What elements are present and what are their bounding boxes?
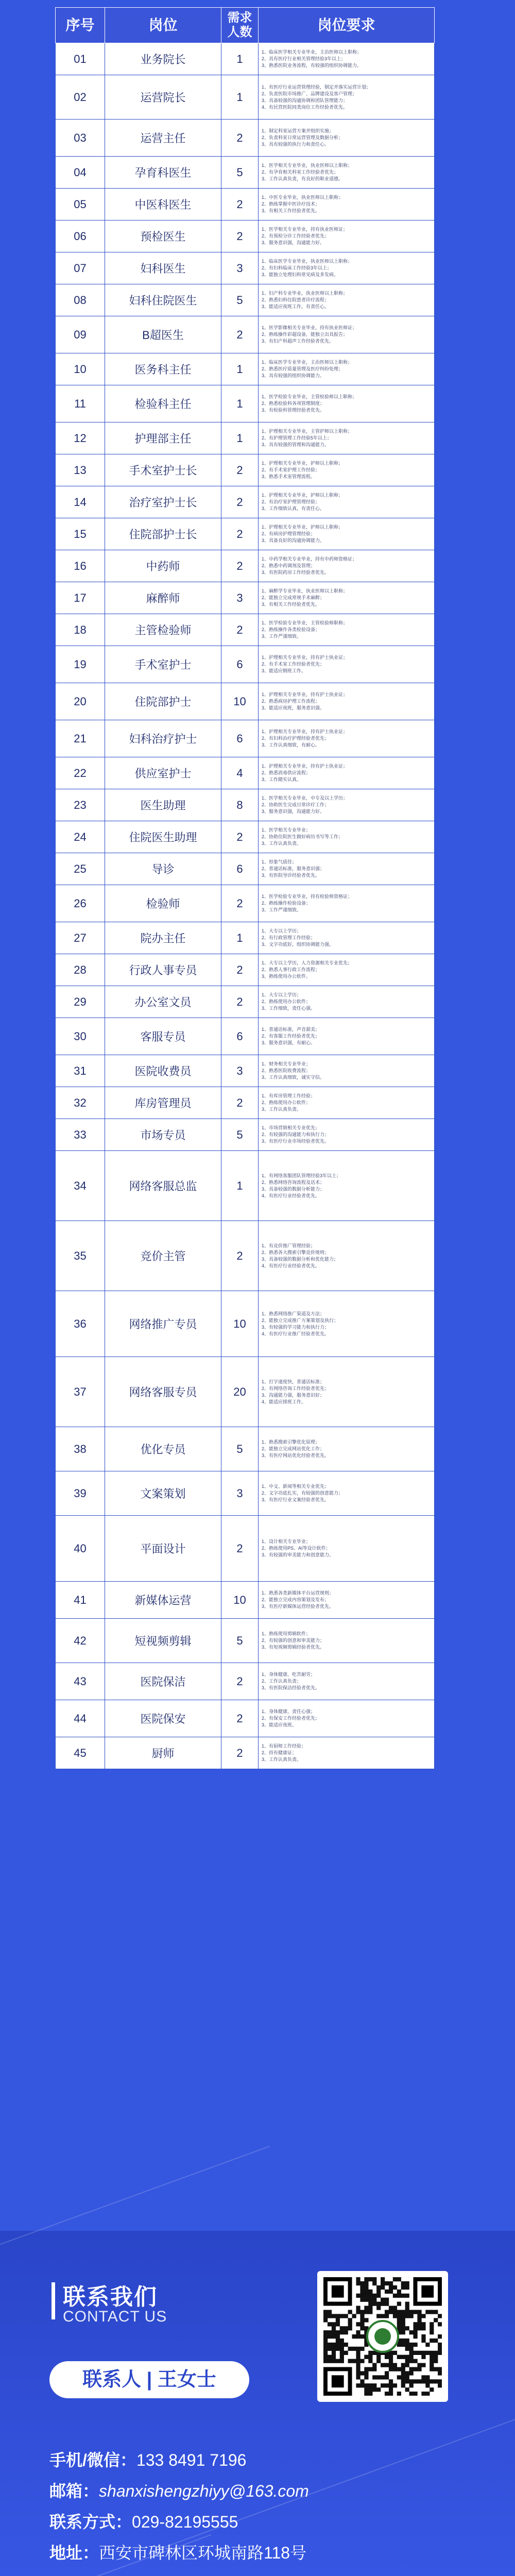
jobs-body [56,43,435,1769]
row-position: 妇科医生 [105,252,221,284]
email-value[interactable]: shanxishengzhiyy@163.com [99,2482,309,2500]
row-count: 2 [221,316,259,353]
row-position: 麻醉师 [105,582,221,614]
table-row [56,821,435,853]
row-no: 25 [56,853,105,885]
row-requirements: 1、麻醉学专业毕业，执业医师以上职称； 2、能独立完成常规手术麻醉； 3、有相关工作经验者优先。 [259,582,435,614]
email-label: 邮箱： [49,2482,99,2500]
table-row [56,316,435,353]
row-count: 2 [221,885,259,922]
row-position: 网络推广专员 [105,1291,221,1357]
row-requirements: 1、护理相关专业毕业，护师以上职称； 2、有治疗室护理管理经验； 3、工作细致认真，有责任心。 [259,486,435,518]
table-row [56,1700,435,1737]
row-count: 2 [221,1663,259,1700]
contact-subtitle: CONTACT US [63,2308,167,2325]
row-no: 39 [56,1471,105,1516]
table-row [56,1291,435,1357]
row-position: 客服专员 [105,1018,221,1055]
header-no: 序号 [56,8,105,43]
phone-label: 手机/微信： [49,2451,136,2469]
row-position: 护理部主任 [105,422,221,454]
row-no: 12 [56,422,105,454]
row-requirements: 1、市场营销相关专业优先； 2、有较强的沟通能力和执行力； 3、有医疗行业市场经验者优先。 [259,1119,435,1151]
table-row [56,1221,435,1291]
row-count: 5 [221,1427,259,1471]
row-position: 妇科治疗护士 [105,720,221,757]
row-requirements: 1、中文、新闻等相关专业优先； 2、文字功底扎实，有较强的创意能力； 3、有医疗行业文案经验者优先。 [259,1471,435,1516]
row-count: 6 [221,646,259,683]
row-requirements: 1、医学相关专业毕业； 2、协助住院医生做好病历书写等工作； 3、工作认真负责。 [259,821,435,853]
row-no: 41 [56,1582,105,1619]
table-row [56,757,435,789]
row-position: 预检医生 [105,221,221,252]
row-requirements: 1、有医疗行业运营管理经验，制定并落实运营计划； 2、负责医院市场推广、品牌建设及客户管理； 3、具备较强的沟通协调和团队管理能力； 4、有民营医院同类岗位工作经验者优先。 [259,75,435,120]
table-row [56,157,435,189]
table-row [56,422,435,454]
table-row [56,986,435,1018]
row-position: 孕育科医生 [105,157,221,189]
row-position: 新媒体运营 [105,1582,221,1619]
row-position: 住院部护士长 [105,518,221,550]
row-requirements: 1、有网络客服团队管理经验3年以上； 2、熟悉网络咨询流程及话术； 3、具备较强的数据分析能力； 4、有医疗行业经验者优先。 [259,1151,435,1221]
row-no: 34 [56,1151,105,1221]
row-requirements: 1、有库房管理工作经验； 2、熟练使用办公软件； 3、工作认真负责。 [259,1087,435,1119]
row-requirements: 1、医学相关专业毕业，中专及以上学历； 2、协助医生完成日常诊疗工作； 3、服务意识强，沟通能力好。 [259,789,435,821]
row-count: 2 [221,1516,259,1582]
row-count: 2 [221,454,259,486]
row-count: 1 [221,353,259,385]
row-no: 02 [56,75,105,120]
row-no: 01 [56,43,105,75]
row-no: 03 [56,120,105,157]
table-row [56,518,435,550]
row-no: 09 [56,316,105,353]
table-row [56,353,435,385]
tel-line [49,2512,238,2532]
row-position: 网络客服总监 [105,1151,221,1221]
row-count: 1 [221,922,259,954]
row-count: 5 [221,284,259,316]
row-requirements: 1、大专以上学历； 2、熟练使用办公软件； 3、工作细致，责任心强。 [259,986,435,1018]
row-count: 3 [221,582,259,614]
row-no: 35 [56,1221,105,1291]
row-no: 14 [56,486,105,518]
row-count: 2 [221,550,259,582]
row-position: 优化专员 [105,1427,221,1471]
row-no: 10 [56,353,105,385]
qr-code-icon [323,2277,442,2396]
row-no: 38 [56,1427,105,1471]
address-label: 地址： [49,2544,99,2562]
table-row [56,75,435,120]
table-row [56,120,435,157]
table-row [56,550,435,582]
row-count: 1 [221,1151,259,1221]
table-row [56,284,435,316]
row-requirements: 1、身体健康，责任心强； 2、有保安工作经验者优先； 3、能适应夜班。 [259,1700,435,1737]
row-requirements: 1、熟悉搜索引擎优化原理； 2、能独立完成网站优化工作； 3、有医疗网站优化经验者优先。 [259,1427,435,1471]
row-position: 文案策划 [105,1471,221,1516]
row-no: 04 [56,157,105,189]
row-no: 19 [56,646,105,683]
row-position: 手术室护士长 [105,454,221,486]
table-row [56,252,435,284]
row-position: B超医生 [105,316,221,353]
row-position: 治疗室护士长 [105,486,221,518]
table-row [56,1619,435,1663]
row-requirements: 1、设计相关专业毕业； 2、熟练使用PS、AI等设计软件； 3、有较强的审美能力和创意能力。 [259,1516,435,1582]
address-line [49,2543,306,2563]
tel-label: 联系方式： [49,2513,132,2531]
row-no: 13 [56,454,105,486]
table-row [56,1582,435,1619]
row-requirements: 1、医学影像相关专业毕业，持有执业医师证； 2、熟练操作彩超设备，能独立出具报告； 3、有妇产科超声工作经验者优先。 [259,316,435,353]
row-position: 办公室文员 [105,986,221,1018]
row-position: 运营院长 [105,75,221,120]
row-requirements: 1、熟练使用剪辑软件； 2、有较强的创意和审美能力； 3、有短视频剪辑经验者优先。 [259,1619,435,1663]
table-row [56,922,435,954]
row-count: 3 [221,1471,259,1516]
row-requirements: 1、医学检验专业毕业，主管检验师以上职称； 2、熟悉检验科各项管理制度； 3、有检验科管理经验者优先。 [259,385,435,422]
address-value: 西安市碑林区环城南路118号 [99,2544,307,2562]
row-requirements: 1、有竞价推广管理经验； 2、熟悉各大搜索引擎竞价规则； 3、具备较强的数据分析和优化能力； 4、有医疗行业经验者优先。 [259,1221,435,1291]
row-position: 中医科医生 [105,189,221,221]
row-requirements: 1、财务相关专业毕业； 2、熟悉医院收费流程； 3、工作认真细致，诚实守信。 [259,1055,435,1087]
row-no: 27 [56,922,105,954]
row-no: 22 [56,757,105,789]
row-no: 17 [56,582,105,614]
contact-person-pill: 联系人 | 王女士 [49,2361,249,2398]
table-header-row [56,8,435,43]
table-row [56,454,435,486]
header-position: 岗位 [105,8,221,43]
row-count: 5 [221,1119,259,1151]
row-no: 31 [56,1055,105,1087]
row-no: 11 [56,385,105,422]
row-count: 2 [221,221,259,252]
row-requirements: 1、护理相关专业毕业，主管护师以上职称； 2、有护理管理工作经验5年以上； 3、具有较强的管理和沟通能力。 [259,422,435,454]
row-no: 32 [56,1087,105,1119]
row-position: 运营主任 [105,120,221,157]
row-no: 18 [56,614,105,646]
email-line [49,2481,309,2501]
row-requirements: 1、熟悉网络推广渠道及方法； 2、能独立完成推广方案策划及执行； 3、有较强的学习能力和执行力； 4、有医疗行业推广经验者优先。 [259,1291,435,1357]
row-count: 2 [221,986,259,1018]
table-row [56,646,435,683]
contact-title: 联系我们 [63,2284,158,2310]
row-no: 44 [56,1700,105,1737]
row-count: 10 [221,1291,259,1357]
row-requirements: 1、制定科室运营方案并组织实施； 2、负责科室日常运营管理及数据分析； 3、具有较强的执行力和责任心。 [259,120,435,157]
row-requirements: 1、护理相关专业毕业，持有护士执业证； 2、熟悉病房护理工作流程； 3、能适应夜班，服务意识强。 [259,683,435,720]
row-position: 医院收费员 [105,1055,221,1087]
row-position: 手术室护士 [105,646,221,683]
title-accent-bar [52,2282,55,2319]
row-position: 住院部护士 [105,683,221,720]
row-position: 主管检验师 [105,614,221,646]
table-row [56,1357,435,1427]
row-position: 导诊 [105,853,221,885]
row-count: 6 [221,853,259,885]
row-count: 1 [221,43,259,75]
row-requirements: 1、打字速度快，普通话标准； 2、有网络咨询工作经验者优先； 3、沟通能力强，服务意识好； 4、能适应排班工作。 [259,1357,435,1427]
row-count: 3 [221,1055,259,1087]
row-no: 45 [56,1737,105,1769]
row-requirements: 1、身体健康，吃苦耐劳； 2、工作认真负责； 3、有医院保洁经验者优先。 [259,1663,435,1700]
row-count: 6 [221,1018,259,1055]
table-row [56,486,435,518]
row-requirements: 1、熟悉各类新媒体平台运营规则； 2、能独立完成内容策划及发布； 3、有医疗新媒体运营经验者优先。 [259,1582,435,1619]
row-count: 2 [221,1087,259,1119]
row-position: 平面设计 [105,1516,221,1582]
row-requirements: 1、形象气质佳； 2、普通话标准，服务意识强； 3、有医院导诊经验者优先。 [259,853,435,885]
table-row [56,1471,435,1516]
table-row [56,1427,435,1471]
row-no: 30 [56,1018,105,1055]
row-requirements: 1、护理相关专业毕业，持有护士执业证； 2、熟悉消毒供应流程； 3、工作踏实认真。 [259,757,435,789]
row-requirements: 1、医学检验专业毕业，持有检验师资格证； 2、熟练操作检验设备； 3、工作严谨细致。 [259,885,435,922]
row-position: 行政人事专员 [105,954,221,986]
row-count: 1 [221,385,259,422]
row-no: 16 [56,550,105,582]
table-row [56,614,435,646]
row-position: 医生助理 [105,789,221,821]
row-count: 2 [221,1221,259,1291]
row-requirements: 1、有厨师工作经验； 2、持有健康证； 3、工作认真负责。 [259,1737,435,1769]
row-requirements: 1、普通话标准，声音甜美； 2、有客服工作经验者优先； 3、服务意识强，有耐心。 [259,1018,435,1055]
row-count: 2 [221,189,259,221]
phone-line [49,2450,246,2470]
tel-value[interactable]: 029-82195555 [132,2513,238,2531]
row-requirements: 1、大专以上学历； 2、有行政管理工作经验； 3、文字功底好，组织协调能力强。 [259,922,435,954]
row-count: 2 [221,1737,259,1769]
row-requirements: 1、大专以上学历，人力资源相关专业优先； 2、熟悉人事行政工作流程； 3、熟练使用办公软件。 [259,954,435,986]
row-requirements: 1、中医专业毕业，执业医师以上职称； 2、熟练掌握中医诊疗技术； 3、有相关工作经验者优先。 [259,189,435,221]
row-requirements: 1、医学相关专业毕业，持有执业医师证； 2、有预检分诊工作经验者优先； 3、服务意识强，沟通能力好。 [259,221,435,252]
row-no: 33 [56,1119,105,1151]
row-no: 23 [56,789,105,821]
row-count: 3 [221,252,259,284]
row-count: 20 [221,1357,259,1427]
row-position: 检验师 [105,885,221,922]
table-row [56,683,435,720]
row-no: 36 [56,1291,105,1357]
row-no: 08 [56,284,105,316]
row-requirements: 1、妇产科专业毕业，执业医师以上职称； 2、熟悉妇科住院患者诊疗流程； 3、能适应夜班工作，有责任心。 [259,284,435,316]
table-row [56,1055,435,1087]
row-position: 中药师 [105,550,221,582]
row-count: 6 [221,720,259,757]
row-position: 医院保安 [105,1700,221,1737]
table-row [56,1151,435,1221]
table-row [56,789,435,821]
row-no: 37 [56,1357,105,1427]
row-position: 检验科主任 [105,385,221,422]
table-row [56,720,435,757]
row-count: 2 [221,486,259,518]
row-count: 8 [221,789,259,821]
row-position: 市场专员 [105,1119,221,1151]
row-no: 15 [56,518,105,550]
row-count: 2 [221,518,259,550]
row-position: 住院医生助理 [105,821,221,853]
table-row [56,221,435,252]
table-row [56,43,435,75]
row-no: 26 [56,885,105,922]
table-row [56,1737,435,1769]
row-no: 29 [56,986,105,1018]
row-position: 供应室护士 [105,757,221,789]
table-row [56,1119,435,1151]
table-row [56,1087,435,1119]
row-count: 4 [221,757,259,789]
table-row [56,1663,435,1700]
row-count: 2 [221,614,259,646]
table-row [56,189,435,221]
row-no: 28 [56,954,105,986]
row-requirements: 1、护理相关专业毕业，持有护士执业证； 2、有手术室工作经验者优先； 3、能适应倒班工作。 [259,646,435,683]
row-position: 厨师 [105,1737,221,1769]
row-no: 06 [56,221,105,252]
table-row [56,853,435,885]
header-count: 需求 人数 [221,8,259,43]
row-position: 竞价主管 [105,1221,221,1291]
row-count: 2 [221,1700,259,1737]
contact-section [0,2231,515,2576]
qr-code[interactable] [317,2271,448,2402]
row-requirements: 1、护理相关专业毕业，持有护士执业证； 2、有妇科治疗护理经验者优先； 3、工作认真细致，有耐心。 [259,720,435,757]
row-requirements: 1、医学检验专业毕业，主管检验师职称； 2、熟练操作各类检验设备； 3、工作严谨细致。 [259,614,435,646]
table-row [56,385,435,422]
row-position: 短视频剪辑 [105,1619,221,1663]
table-row [56,1018,435,1055]
table-row [56,885,435,922]
table-row [56,954,435,986]
table-row [56,1516,435,1582]
row-no: 24 [56,821,105,853]
row-no: 20 [56,683,105,720]
row-requirements: 1、护理相关专业毕业，护师以上职称； 2、有手术室护理工作经验； 3、熟悉手术室管理流程。 [259,454,435,486]
row-count: 2 [221,120,259,157]
header-requirements: 岗位要求 [259,8,435,43]
row-count: 10 [221,1582,259,1619]
row-position: 医务科主任 [105,353,221,385]
row-requirements: 1、临床医学专业毕业，主治医师以上职称； 2、熟悉医疗质量管理及医疗纠纷处理； 3、具有较强的组织协调能力。 [259,353,435,385]
row-no: 07 [56,252,105,284]
row-count: 2 [221,821,259,853]
row-count: 10 [221,683,259,720]
row-position: 妇科住院医生 [105,284,221,316]
row-no: 40 [56,1516,105,1582]
row-no: 21 [56,720,105,757]
row-count: 1 [221,75,259,120]
row-requirements: 1、临床医学专业毕业，执业医师以上职称； 2、有妇科临床工作经验3年以上； 3、能独立处理妇科常见病及多发病。 [259,252,435,284]
row-position: 院办主任 [105,922,221,954]
row-requirements: 1、中药学相关专业毕业，持有中药师资格证； 2、熟悉中药调剂及管理； 3、有医院药房工作经验者优先。 [259,550,435,582]
row-position: 库房管理员 [105,1087,221,1119]
row-requirements: 1、医学相关专业毕业，执业医师以上职称； 2、有孕育相关科室工作经验者优先； 3、工作认真负责，有良好的职业道德。 [259,157,435,189]
row-count: 1 [221,422,259,454]
row-no: 05 [56,189,105,221]
row-no: 43 [56,1663,105,1700]
row-position: 业务院长 [105,43,221,75]
row-count: 2 [221,954,259,986]
row-position: 网络客服专员 [105,1357,221,1427]
jobs-table [55,7,435,1769]
row-count: 5 [221,1619,259,1663]
row-count: 5 [221,157,259,189]
row-requirements: 1、护理相关专业毕业，护师以上职称； 2、有病房护理管理经验； 3、具备良好的沟通协调能力。 [259,518,435,550]
row-no: 42 [56,1619,105,1663]
row-position: 医院保洁 [105,1663,221,1700]
table-row [56,582,435,614]
row-requirements: 1、临床医学相关专业毕业，主治医师以上职称； 2、具有医疗行业相关管理经验3年以上； 3、熟悉医院业务流程，有较强的组织协调能力。 [259,43,435,75]
phone-value[interactable]: 133 8491 7196 [136,2451,247,2469]
